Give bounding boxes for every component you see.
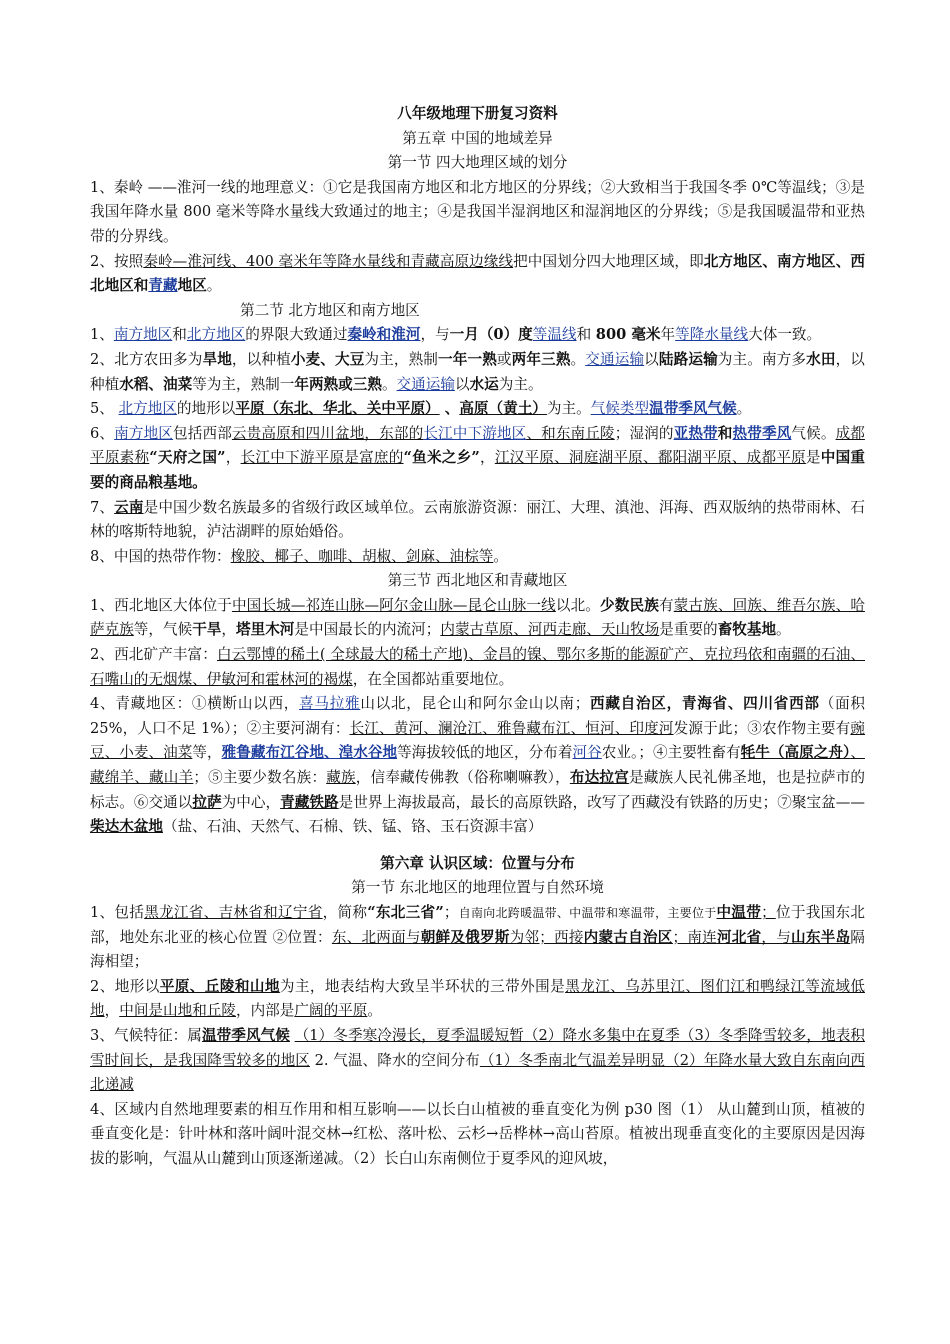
ch5-s2-para2: 2、北方农田多为旱地，以种植小麦、大豆为主，熟制一年一熟或两年三熟。交通运输以陆路运输为主。南方多水田，以种植水稻、油菜等为主，熟制一年两熟或三熟。交通运输以水运为主。	[90, 350, 865, 393]
ch5-s3-para2: 2、西北矿产丰富：白云鄂博的稀土( 全球最大的稀土产地)、金昌的镍、鄂尔多斯的能源矿产、克拉玛依和南疆的石油、石嘴山的无烟煤、伊敏河和霍林河的褐煤，在全国都站重要地位。	[90, 646, 865, 688]
ch6-s1-para3: 3、气候特征：属温带季风气候 （1）冬季寒冷漫长，夏季温暖短暂（2）降水多集中在夏季（3）冬季降雪较多，地表积雪时间长，是我国降雪较多的地区 2. 气温、降水的空间分布（1）冬季南北气温差异明显（2）年降水量大致自东南向西北递减	[90, 1026, 865, 1094]
ch5-s1-title: 第一节 四大地理区域的划分	[387, 154, 568, 172]
ch5-s2-para3: 5、 北方地区的地形以平原（东北、华北、关中平原） 、高原（黄土）为主。气候类型温带季风气候。	[90, 400, 752, 418]
ch5-s3-para3: 4、青藏地区：①横断山以西，喜马拉雅山以北，昆仑山和阿尔金山以南；西藏自治区，青海省、四川省西部（面积 25%，人口不足 1%）；②主要河湖有：长江、黄河、澜沧江、雅鲁藏布江、恒河、印度河发源于此；③农作物主要有豌豆、小麦、油菜等，雅鲁藏布江谷地、湟水谷地等海拔较低的地区，分布着河谷农业。；④主要牲畜有牦牛（高原之舟）、藏绵羊、藏山羊；⑤主要少数名族：藏族，信奉藏传佛教（俗称喇嘛教），布达拉宫是藏族人民礼佛圣地，也是拉萨市的标志。⑥交通以拉萨为中心，青藏铁路是世界上海拔最高，最长的高原铁路，改写了西藏没有铁路的历史；⑦聚宝盆——柴达木盆地（盐、石油、天然气、石棉、铁、锰、铬、玉石资源丰富）	[90, 695, 865, 836]
ch6-s1-para1: 1、包括黑龙江省、吉林省和辽宁省，简称“东北三省”；自南向北跨暖温带、中温带和寒温带，主要位于中温带；位于我国东北部，地处东北亚的核心位置 ②位置：东、北两面与朝鲜及俄罗斯为邻；西接内蒙古自治区；南连河北省，与山东半岛隔海相望；	[90, 904, 865, 971]
ch5-s2-para1: 1、南方地区和北方地区的界限大致通过秦岭和淮河，与一月（0）度等温线和 800 毫米年等降水量线大体一致。	[90, 326, 822, 344]
ch5-s2-para6: 8、中国的热带作物：橡胶、椰子、咖啡、胡椒、剑麻、油棕等。	[90, 547, 508, 565]
ch5-s1-para2: 2、按照秦岭—淮河线、400 毫米年等降水量线和青藏高原边缘线把中国划分四大地理区域，即北方地区、南方地区、西北地区和青藏地区。	[90, 252, 865, 295]
ch6-s1-para4: 4、区域内自然地理要素的相互作用和相互影响——以长白山植被的垂直变化为例 p30 图（1） 从山麓到山顶，植被的垂直变化是：针叶林和落叶阔叶混交林→红松、落叶松、云杉→岳桦林→高山苔原。植被出现垂直变化的主要原因是因海拔的影响，气温从山麓到山顶逐渐递减。（2）长白山东南侧位于夏季风的迎风坡，	[90, 1100, 865, 1167]
chapter6-title: 第六章 认识区域：位置与分布	[380, 854, 575, 872]
ch5-s2-para4: 6、南方地区包括西部云贵高原和四川盆地，东部的长江中下游地区、和东南丘陵；湿润的亚热带和热带季风气候。成都平原素称“天府之国”，长江中下游平原是富庶的“鱼米之乡”，江汉平原、洞庭湖平原、鄱阳湖平原、成都平原是中国重要的商品粮基地。	[90, 424, 865, 491]
ch6-s1-title: 第一节 东北地区的地理位置与自然环境	[351, 879, 604, 897]
chapter5-title: 第五章 中国的地域差异	[402, 129, 553, 147]
document-title: 八年级地理下册复习资料	[397, 105, 558, 122]
ch5-s3-title: 第三节 西北地区和青藏地区	[387, 572, 568, 590]
ch5-s3-para1: 1、西北地区大体位于中国长城—祁连山脉—阿尔金山脉—昆仑山脉一线以北。少数民族有蒙古族、回族、维吾尔族、哈萨克族等，气候干旱，塔里木河是中国最长的内流河；内蒙古草原、河西走廊、天山牧场是重要的畜牧基地。	[90, 596, 865, 639]
ch5-s2-title: 第二节 北方地区和南方地区	[240, 301, 420, 319]
ch6-s1-para2: 2、地形以平原、丘陵和山地为主，地表结构大致呈半环状的三带外围是黑龙江、乌苏里江、图们江和鸭绿江等流域低地，中间是山地和丘陵，内部是广阔的平原。	[90, 977, 865, 1020]
ch5-s2-para5: 7、云南是中国少数名族最多的省级行政区域单位。云南旅游资源：丽江、大理、滇池、洱海、西双版纳的热带雨林、石林的喀斯特地貌，泸沽湖畔的原始婚俗。	[90, 498, 865, 541]
ch5-s1-para1: 1、秦岭 ——淮河一线的地理意义：①它是我国南方地区和北方地区的分界线；②大致相当于我国冬季 0℃等温线；③是我国年降水量 800 毫米等降水量线大致通过的地主；④是我国半湿润地区和湿润地区的分界线；⑤是我国暖温带和亚热带的分界线。	[90, 178, 865, 245]
document-page	[90, 100, 865, 1172]
